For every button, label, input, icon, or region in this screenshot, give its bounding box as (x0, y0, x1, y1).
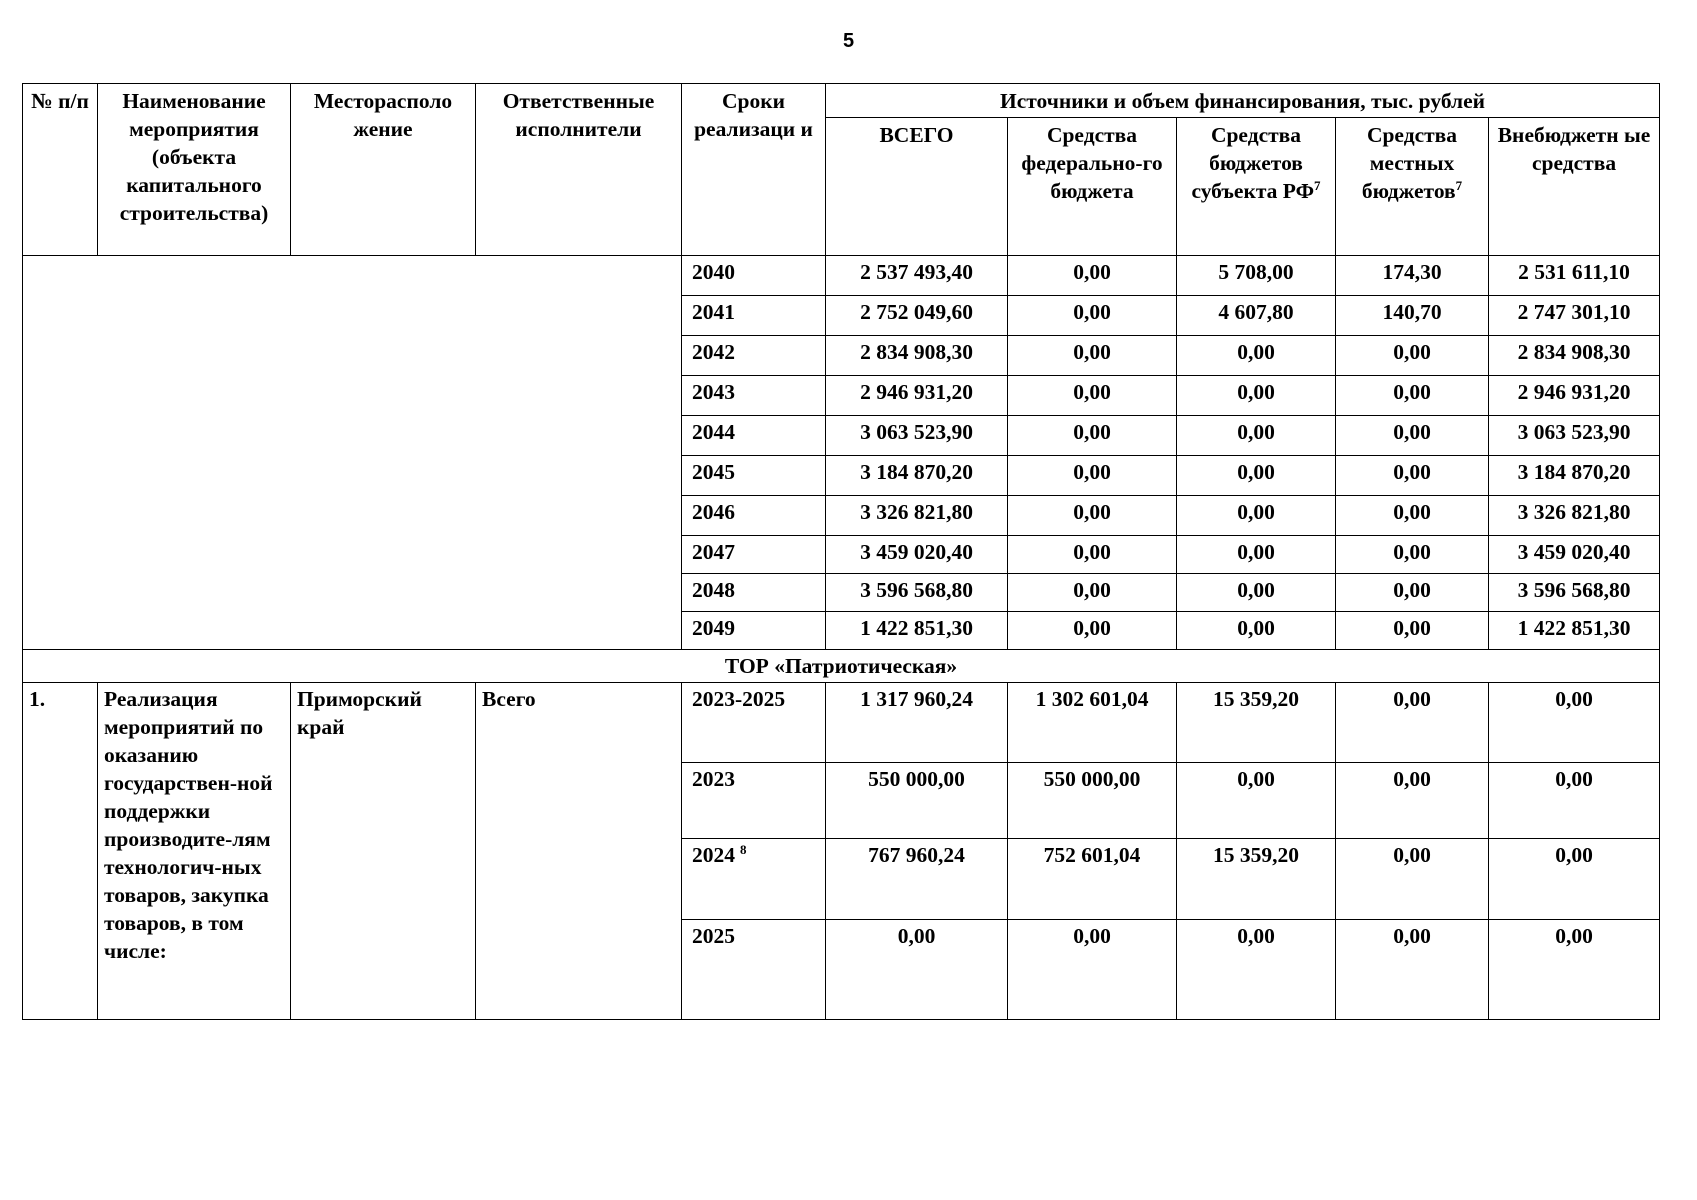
cell-extra: 3 459 020,40 (1489, 536, 1660, 574)
cell-year-text: 2023-2025 (692, 687, 786, 711)
footnote-mark: 7 (1455, 177, 1463, 193)
cell-year: 2040 (682, 256, 826, 296)
cell-subject: 0,00 (1177, 612, 1336, 650)
footnote-mark: 8 (740, 841, 747, 857)
cell-year: 2046 (682, 496, 826, 536)
cell-subject: 0,00 (1177, 456, 1336, 496)
cell-total: 1 422 851,30 (826, 612, 1008, 650)
cell-extra: 0,00 (1489, 683, 1660, 763)
item-rows (23, 683, 1660, 1020)
cell-year (682, 763, 826, 839)
header-executors: Ответственные исполнители (476, 84, 682, 256)
cell-federal: 0,00 (1008, 336, 1177, 376)
cell-subject: 5 708,00 (1177, 256, 1336, 296)
cell-year: 2041 (682, 296, 826, 336)
cell-subject: 0,00 (1177, 763, 1336, 839)
cell-subject: 15 359,20 (1177, 839, 1336, 920)
cell-subject: 0,00 (1177, 536, 1336, 574)
cell-year-text: 2025 (692, 924, 735, 948)
cell-total: 2 752 049,60 (826, 296, 1008, 336)
cell-local: 0,00 (1336, 612, 1489, 650)
cell-local: 0,00 (1336, 376, 1489, 416)
cell-local: 0,00 (1336, 763, 1489, 839)
cell-federal: 752 601,04 (1008, 839, 1177, 920)
cell-local: 0,00 (1336, 416, 1489, 456)
cell-extra: 0,00 (1489, 763, 1660, 839)
cell-year: 2048 (682, 574, 826, 612)
cell-local: 0,00 (1336, 456, 1489, 496)
cell-federal: 0,00 (1008, 612, 1177, 650)
cell-total: 3 184 870,20 (826, 456, 1008, 496)
cell-total: 550 000,00 (826, 763, 1008, 839)
cell-local: 0,00 (1336, 574, 1489, 612)
cell-federal: 0,00 (1008, 574, 1177, 612)
cell-local: 0,00 (1336, 536, 1489, 574)
cell-subject: 0,00 (1177, 574, 1336, 612)
cell-year: 2049 (682, 612, 826, 650)
cell-year (682, 683, 826, 763)
item-executors: Всего (476, 683, 682, 1020)
header-subject-text: Средства бюджетов субъекта РФ (1191, 123, 1315, 203)
cell-subject: 0,00 (1177, 416, 1336, 456)
section-row-group (23, 650, 1660, 683)
cell-local: 0,00 (1336, 920, 1489, 1020)
cell-total: 767 960,24 (826, 839, 1008, 920)
cell-federal: 0,00 (1008, 376, 1177, 416)
cell-total: 2 834 908,30 (826, 336, 1008, 376)
header-subject (1177, 118, 1336, 256)
cell-year: 2044 (682, 416, 826, 456)
cell-federal: 550 000,00 (1008, 763, 1177, 839)
table-header (23, 84, 1660, 256)
cell-local: 0,00 (1336, 683, 1489, 763)
cell-total: 3 326 821,80 (826, 496, 1008, 536)
cell-extra: 3 063 523,90 (1489, 416, 1660, 456)
item-location: Приморский край (291, 683, 476, 1020)
cell-total: 3 063 523,90 (826, 416, 1008, 456)
section-title: ТОР «Патриотическая» (23, 650, 1660, 683)
cell-extra: 1 422 851,30 (1489, 612, 1660, 650)
cell-extra: 0,00 (1489, 839, 1660, 920)
header-local-text: Средства местных бюджетов (1361, 123, 1458, 203)
cell-year-text: 2024 (692, 843, 735, 867)
cell-extra: 3 326 821,80 (1489, 496, 1660, 536)
cell-local: 140,70 (1336, 296, 1489, 336)
cell-year (682, 920, 826, 1020)
financing-table (22, 83, 1660, 1020)
cell-federal: 0,00 (1008, 416, 1177, 456)
blank-merged-cell (23, 256, 682, 650)
cell-extra: 3 596 568,80 (1489, 574, 1660, 612)
cell-year: 2045 (682, 456, 826, 496)
cell-extra: 3 184 870,20 (1489, 456, 1660, 496)
cell-subject: 0,00 (1177, 496, 1336, 536)
cell-year (682, 839, 826, 920)
cell-total: 3 596 568,80 (826, 574, 1008, 612)
cell-extra: 2 946 931,20 (1489, 376, 1660, 416)
cell-local: 0,00 (1336, 336, 1489, 376)
table-row (23, 256, 1660, 296)
cell-local: 0,00 (1336, 839, 1489, 920)
cell-federal: 0,00 (1008, 456, 1177, 496)
header-location: Месторасполо жение (291, 84, 476, 256)
cell-subject: 0,00 (1177, 336, 1336, 376)
cell-year: 2047 (682, 536, 826, 574)
cell-extra: 2 531 611,10 (1489, 256, 1660, 296)
cell-year: 2042 (682, 336, 826, 376)
header-extra: Внебюджетн ые средства (1489, 118, 1660, 256)
cell-subject: 0,00 (1177, 376, 1336, 416)
cell-extra: 2 747 301,10 (1489, 296, 1660, 336)
cell-total: 3 459 020,40 (826, 536, 1008, 574)
cell-year-text: 2023 (692, 767, 735, 791)
cell-total: 1 317 960,24 (826, 683, 1008, 763)
cell-federal: 1 302 601,04 (1008, 683, 1177, 763)
header-federal: Средства федерально-го бюджета (1008, 118, 1177, 256)
header-num: № п/п (23, 84, 98, 256)
cell-federal: 0,00 (1008, 496, 1177, 536)
header-local (1336, 118, 1489, 256)
cell-federal: 0,00 (1008, 296, 1177, 336)
header-total: ВСЕГО (826, 118, 1008, 256)
cell-federal: 0,00 (1008, 256, 1177, 296)
cell-subject: 0,00 (1177, 920, 1336, 1020)
cell-total: 2 946 931,20 (826, 376, 1008, 416)
upper-rows (23, 256, 1660, 650)
cell-federal: 0,00 (1008, 920, 1177, 1020)
cell-subject: 4 607,80 (1177, 296, 1336, 336)
cell-federal: 0,00 (1008, 536, 1177, 574)
cell-year: 2043 (682, 376, 826, 416)
header-name: Наименование мероприятия (объекта капитального строительства) (98, 84, 291, 256)
cell-extra: 0,00 (1489, 920, 1660, 1020)
cell-extra: 2 834 908,30 (1489, 336, 1660, 376)
item-number: 1. (23, 683, 98, 1020)
cell-total: 0,00 (826, 920, 1008, 1020)
footnote-mark: 7 (1314, 177, 1321, 193)
item-name: Реализация мероприятий по оказанию государствен-ной поддержки производите-лям технологич-ных товаров, закупка товаров, в том числе: (98, 683, 291, 1020)
header-sources: Источники и объем финансирования, тыс. рублей (826, 84, 1660, 118)
page-number: 5 (842, 30, 855, 52)
cell-subject: 15 359,20 (1177, 683, 1336, 763)
table-row (23, 683, 1660, 763)
cell-local: 0,00 (1336, 496, 1489, 536)
cell-local: 174,30 (1336, 256, 1489, 296)
cell-total: 2 537 493,40 (826, 256, 1008, 296)
header-terms: Сроки реализаци и (682, 84, 826, 256)
